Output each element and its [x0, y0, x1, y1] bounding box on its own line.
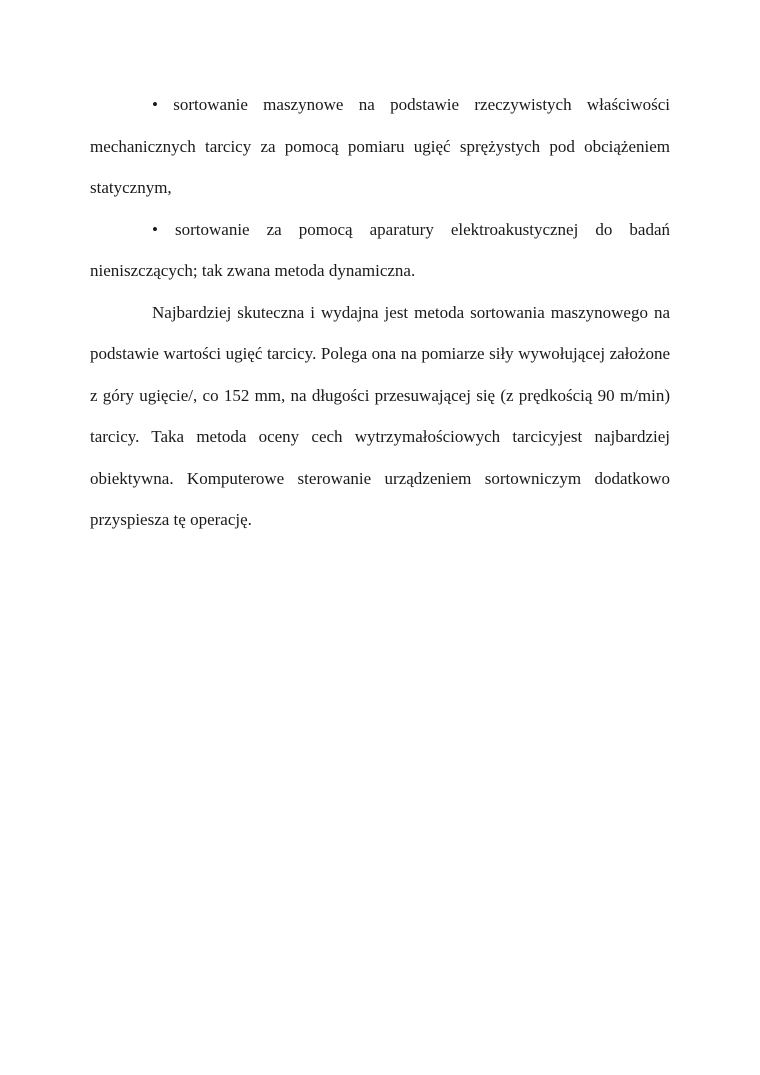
body-paragraph-machine-sorting: Najbardziej skuteczna i wydajna jest metoda sortowania maszynowego na podstawie wartości ugięć tarcicy. Polega ona na pomiarze siły wywołującej założone z góry ugięcie/, co 152 mm, na długości przesuwającej się (z prędkością 90 m/min) tarcicy. Taka metoda oceny cech wytrzymałościowych tarcicyjest najbardziej obiektywna. Komputerowe sterowanie urządzeniem sortowniczym dodatkowo przyspiesza tę operację.	[90, 302, 670, 529]
document-body	[90, 84, 670, 541]
bullet-paragraph-dynamic-sorting: • sortowanie za pomocą aparatury elektroakustycznej do badań nieniszczących; tak zwana metoda dynamiczna.	[90, 219, 670, 280]
bullet-paragraph-static-sorting: • sortowanie maszynowe na podstawie rzeczywistych właściwości mechanicznych tarcicy za pomocą pomiaru ugięć sprężystych pod obciążeniem statycznym,	[90, 95, 670, 197]
